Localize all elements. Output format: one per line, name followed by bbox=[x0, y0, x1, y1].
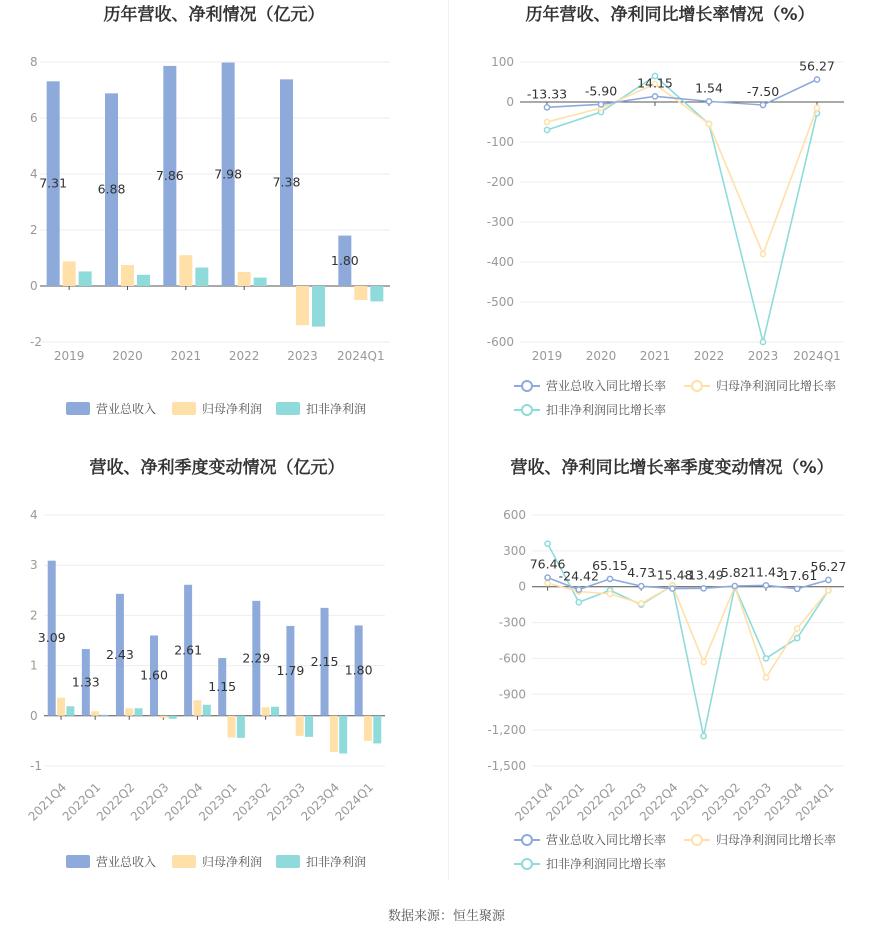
y-axis bbox=[30, 55, 390, 349]
bar-value-label: 1.15 bbox=[208, 678, 237, 694]
x-tick-label: 2019 bbox=[531, 349, 563, 363]
x-tick-label: 2024Q1 bbox=[332, 780, 377, 824]
data-point bbox=[576, 600, 581, 605]
bar bbox=[57, 698, 65, 716]
legend-swatch bbox=[276, 402, 300, 415]
y-tick-label: 4 bbox=[30, 167, 38, 181]
chart-title: 历年营收、净利同比增长率情况（%） bbox=[525, 5, 815, 25]
bar bbox=[339, 716, 347, 754]
y-tick-label: 1 bbox=[30, 658, 38, 673]
bar bbox=[195, 268, 208, 286]
bar bbox=[237, 716, 245, 738]
data-point bbox=[826, 577, 831, 582]
bar bbox=[179, 255, 192, 286]
data-point bbox=[795, 636, 800, 641]
x-tick-label: 2019 bbox=[53, 349, 85, 363]
chart-title: 营收、净利季度变动情况（亿元） bbox=[89, 458, 345, 478]
chart-title: 营收、净利同比增长率季度变动情况（%） bbox=[510, 458, 834, 478]
data-point bbox=[795, 626, 800, 631]
y-tick-label: -100 bbox=[486, 135, 514, 149]
x-tick-label: 2024Q1 bbox=[793, 349, 841, 363]
data-point bbox=[706, 99, 711, 104]
data-point bbox=[701, 586, 706, 591]
point-value-label: 76.46 bbox=[529, 556, 566, 572]
data-point bbox=[826, 588, 831, 593]
panel-divider bbox=[448, 0, 449, 880]
data-point bbox=[760, 339, 765, 344]
legend-marker bbox=[692, 835, 702, 845]
y-tick-label: 600 bbox=[503, 508, 526, 522]
bar-value-label: 7.98 bbox=[214, 166, 243, 182]
point-value-label: 65.15 bbox=[592, 557, 628, 573]
bar-value-label: 2.29 bbox=[242, 650, 271, 666]
legend-label: 扣非净利润 bbox=[306, 402, 367, 416]
y-tick-label: 0 bbox=[30, 279, 38, 293]
point-value-label: -13.33 bbox=[526, 86, 568, 102]
y-tick-label: 0 bbox=[30, 708, 38, 723]
annual-growth-line-chart bbox=[448, 0, 893, 450]
bar bbox=[137, 275, 150, 286]
bar-series bbox=[48, 561, 363, 716]
bar-value-label: 2.61 bbox=[174, 642, 203, 658]
bar-value-label: 2.43 bbox=[105, 646, 134, 662]
bar-value-label: 1.33 bbox=[71, 674, 100, 690]
x-tick-label: 2021 bbox=[639, 349, 671, 363]
bar bbox=[254, 278, 267, 286]
quarterly-revenue-profit-bar-chart bbox=[0, 450, 447, 890]
bar bbox=[354, 286, 367, 300]
annual-revenue-profit-bar-chart bbox=[0, 0, 447, 450]
chart-panel-annual-bar bbox=[0, 0, 447, 450]
legend-swatch bbox=[66, 402, 90, 415]
legend bbox=[514, 832, 836, 871]
x-tick-label: 2023Q4 bbox=[298, 780, 342, 824]
bar bbox=[238, 272, 251, 286]
bar bbox=[296, 286, 309, 325]
bar-value-label: 1.60 bbox=[140, 667, 168, 683]
y-tick-label: -300 bbox=[498, 615, 526, 630]
data-point bbox=[544, 119, 549, 124]
y-tick-label: -1 bbox=[30, 759, 42, 773]
y-tick-label: -600 bbox=[486, 335, 514, 349]
y-tick-label: -500 bbox=[486, 295, 514, 309]
bar-value-label: 7.86 bbox=[155, 167, 184, 183]
x-tick-label: 2023Q2 bbox=[699, 780, 743, 824]
x-tick-label: 2022Q1 bbox=[543, 780, 587, 824]
y-tick-label: 3 bbox=[30, 558, 38, 573]
point-value-label: -15.48 bbox=[652, 567, 693, 583]
y-tick-label: 2 bbox=[30, 608, 38, 623]
bar bbox=[203, 705, 211, 716]
x-tick-label: 2024Q1 bbox=[337, 349, 385, 363]
x-tick-label: 2021 bbox=[170, 349, 202, 363]
y-tick-label: 8 bbox=[30, 55, 38, 69]
x-tick-label: 2022Q4 bbox=[161, 780, 206, 824]
data-point bbox=[670, 586, 675, 591]
legend bbox=[66, 401, 366, 416]
data-point bbox=[545, 581, 550, 586]
y-tick-label: -200 bbox=[486, 175, 514, 189]
legend-swatch bbox=[66, 855, 90, 868]
bar bbox=[330, 716, 338, 752]
bar bbox=[125, 708, 133, 716]
bar-value-label: 6.88 bbox=[97, 181, 126, 197]
point-value-label: -7.50 bbox=[746, 84, 780, 99]
bar bbox=[193, 700, 201, 716]
bar bbox=[79, 271, 92, 286]
data-point bbox=[732, 583, 737, 588]
bar bbox=[228, 716, 236, 738]
bar bbox=[66, 706, 74, 716]
x-axis bbox=[54, 286, 385, 363]
point-value-label: 5.82 bbox=[720, 565, 749, 581]
data-point bbox=[763, 656, 768, 661]
bar bbox=[312, 286, 325, 327]
x-tick-label: 2023Q4 bbox=[761, 780, 806, 824]
data-point bbox=[607, 576, 612, 581]
bar bbox=[373, 716, 381, 744]
y-tick-label: 300 bbox=[503, 543, 526, 558]
bar bbox=[262, 707, 270, 716]
y-tick-label: -2 bbox=[30, 335, 42, 349]
data-point bbox=[545, 575, 550, 580]
bar bbox=[135, 708, 143, 716]
data-source-note: 数据来源：恒生聚源 bbox=[387, 909, 505, 924]
data-point bbox=[763, 583, 768, 588]
data-point bbox=[706, 121, 711, 126]
bar-value-label: 3.09 bbox=[37, 630, 66, 646]
legend-label: 扣非净利润同比增长率 bbox=[546, 857, 667, 871]
data-point bbox=[639, 601, 644, 606]
legend-marker bbox=[522, 405, 532, 415]
bar bbox=[100, 715, 108, 716]
legend-marker bbox=[522, 835, 532, 845]
legend-label: 扣非净利润 bbox=[306, 855, 367, 869]
legend-label: 营业总收入同比增长率 bbox=[546, 833, 667, 847]
y-tick-label: -400 bbox=[486, 255, 514, 269]
bar bbox=[296, 716, 304, 736]
x-tick-label: 2020 bbox=[585, 349, 617, 363]
x-tick-label: 2023Q2 bbox=[230, 780, 274, 824]
bar bbox=[305, 716, 313, 737]
x-tick-label: 2024Q1 bbox=[792, 780, 837, 824]
legend-label: 归母净利润 bbox=[202, 402, 263, 416]
legend-marker bbox=[522, 381, 532, 391]
x-axis bbox=[26, 716, 376, 824]
legend-swatch bbox=[172, 402, 196, 415]
legend-label: 归母净利润同比增长率 bbox=[716, 833, 837, 847]
data-point bbox=[576, 587, 581, 592]
data-point bbox=[814, 105, 819, 110]
y-tick-label: 4 bbox=[30, 508, 38, 522]
bar bbox=[271, 707, 279, 716]
bar-value-label: 2.15 bbox=[310, 653, 339, 669]
quarterly-growth-line-chart bbox=[448, 450, 893, 890]
x-tick-label: 2022 bbox=[693, 349, 725, 363]
x-tick-label: 2023Q1 bbox=[668, 780, 712, 824]
data-point bbox=[760, 251, 765, 256]
chart-panel-annual-growth bbox=[448, 0, 893, 450]
data-point bbox=[763, 675, 768, 680]
x-tick-label: 2023 bbox=[747, 349, 779, 363]
x-tick-label: 2022Q3 bbox=[605, 780, 650, 824]
point-value-label: 56.27 bbox=[799, 58, 835, 74]
data-point bbox=[607, 591, 612, 596]
point-value-label: 11.43 bbox=[748, 564, 784, 580]
data-point bbox=[544, 105, 549, 110]
legend bbox=[514, 378, 836, 417]
chart-panel-quarterly-growth bbox=[448, 450, 893, 900]
bar-value-label: 7.31 bbox=[39, 175, 68, 191]
data-point bbox=[544, 127, 549, 132]
y-tick-label: -600 bbox=[498, 651, 526, 666]
legend-label: 营业总收入 bbox=[96, 402, 157, 416]
bar bbox=[169, 716, 177, 719]
bar bbox=[159, 716, 167, 718]
point-value-label: 1.54 bbox=[695, 80, 723, 96]
line-series bbox=[544, 81, 819, 256]
x-tick-label: 2022Q4 bbox=[636, 780, 681, 824]
x-axis bbox=[532, 102, 841, 363]
point-value-label: 56.27 bbox=[810, 558, 847, 574]
legend-label: 扣非净利润同比增长率 bbox=[546, 403, 667, 417]
point-value-label: -13.49 bbox=[683, 567, 724, 583]
point-value-label: -5.90 bbox=[584, 83, 618, 99]
legend bbox=[66, 854, 366, 869]
y-tick-label: 0 bbox=[506, 95, 514, 109]
bar bbox=[121, 265, 134, 286]
data-point bbox=[795, 586, 800, 591]
bar-value-label: 1.80 bbox=[330, 252, 359, 268]
data-point bbox=[545, 541, 550, 546]
legend-label: 归母净利润同比增长率 bbox=[716, 379, 837, 393]
chart-panel-quarterly-bar bbox=[0, 450, 447, 900]
x-tick-label: 2023Q3 bbox=[264, 780, 308, 824]
y-tick-label: -1,500 bbox=[487, 759, 526, 773]
bar bbox=[364, 716, 372, 741]
data-point bbox=[652, 94, 657, 99]
series-line bbox=[547, 84, 817, 254]
y-tick-label: -1,200 bbox=[487, 723, 526, 738]
legend-label: 营业总收入 bbox=[96, 855, 157, 869]
point-value-label: -17.61 bbox=[777, 567, 818, 583]
x-tick-label: 2022Q2 bbox=[93, 780, 138, 824]
x-tick-label: 2022Q2 bbox=[574, 780, 619, 824]
bar-value-label: 7.38 bbox=[272, 174, 301, 190]
line-series bbox=[544, 73, 819, 344]
point-value-label: -24.42 bbox=[558, 568, 599, 584]
y-tick-label: -300 bbox=[486, 215, 514, 229]
x-tick-label: 2022Q3 bbox=[127, 780, 172, 824]
chart-title: 历年营收、净利情况（亿元） bbox=[103, 5, 325, 25]
y-tick-label: 0 bbox=[518, 579, 526, 594]
data-point bbox=[701, 659, 706, 664]
x-tick-label: 2020 bbox=[112, 349, 143, 363]
x-tick-label: 2022 bbox=[228, 349, 260, 363]
x-tick-label: 2021Q4 bbox=[512, 780, 556, 824]
line-series bbox=[545, 581, 831, 681]
legend-swatch bbox=[172, 855, 196, 868]
y-tick-label: 100 bbox=[491, 55, 514, 69]
legend-marker bbox=[692, 381, 702, 391]
data-point bbox=[701, 734, 706, 739]
data-point bbox=[598, 102, 603, 107]
x-tick-label: 2023Q1 bbox=[196, 780, 240, 824]
legend-marker bbox=[522, 859, 532, 869]
legend-label: 营业总收入同比增长率 bbox=[546, 379, 667, 393]
bar-value-label: 1.79 bbox=[276, 662, 305, 678]
y-tick-label: 6 bbox=[30, 111, 38, 125]
x-tick-label: 2022Q1 bbox=[59, 780, 104, 824]
data-point bbox=[639, 584, 644, 589]
bar bbox=[63, 261, 76, 286]
data-point bbox=[760, 102, 765, 107]
x-tick-label: 2023Q3 bbox=[730, 780, 775, 824]
data-point bbox=[814, 77, 819, 82]
point-value-label: 14.15 bbox=[637, 75, 673, 91]
legend-label: 归母净利润 bbox=[202, 855, 263, 869]
bar-value-label: 1.80 bbox=[344, 662, 373, 678]
legend-swatch bbox=[276, 855, 300, 868]
point-value-label: 4.73 bbox=[627, 565, 656, 581]
y-tick-label: 2 bbox=[30, 223, 38, 237]
y-tick-label: -900 bbox=[498, 687, 526, 702]
x-tick-label: 2023 bbox=[287, 349, 318, 363]
bar bbox=[91, 711, 99, 716]
x-tick-label: 2021Q4 bbox=[25, 780, 70, 824]
bar bbox=[370, 286, 383, 301]
